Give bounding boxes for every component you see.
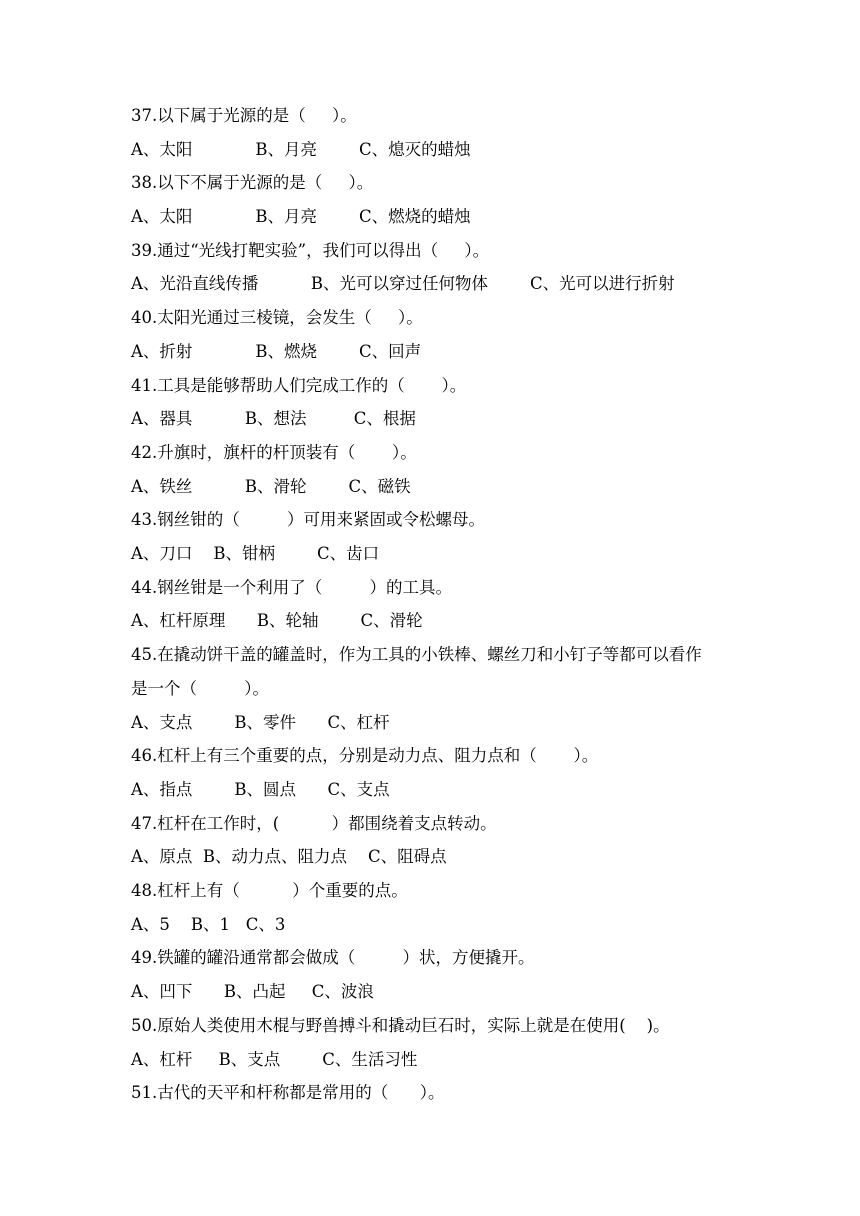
options-44: A、杠杆原理 B、轮轴 C、滑轮 [131, 611, 423, 630]
question-49: 49.铁罐的罐沿通常都会做成（ ）状，方便撬开。 [131, 948, 535, 967]
question-38: 38.以下不属于光源的是（ ）。 [131, 173, 374, 192]
question-40: 40.太阳光通过三棱镜，会发生（ ）。 [131, 308, 423, 327]
question-45-continued: 是一个（ ）。 [131, 679, 269, 698]
options-48: A、5 B、1 C、3 [131, 915, 286, 934]
question-45: 45.在撬动饼干盖的罐盖时，作为工具的小铁棒、螺丝刀和小钉子等都可以看作 [131, 645, 702, 664]
question-42: 42.升旗时，旗杆的杆顶装有（ ）。 [131, 443, 417, 462]
options-39: A、光沿直线传播 B、光可以穿过任何物体 C、光可以进行折射 [131, 274, 675, 293]
options-38: A、太阳 B、月亮 C、燃烧的蜡烛 [131, 207, 471, 226]
question-44: 44.钢丝钳是一个利用了（ ）的工具。 [131, 578, 452, 597]
options-47: A、原点 B、动力点、阻力点 C、阻碍点 [131, 847, 447, 866]
options-43: A、刀口 B、钳柄 C、齿口 [131, 544, 380, 563]
question-48: 48.杠杆上有（ ）个重要的点。 [131, 881, 408, 900]
question-41: 41.工具是能够帮助人们完成工作的（ ）。 [131, 376, 467, 395]
question-51: 51.古代的天平和杆称都是常用的（ ）。 [131, 1083, 445, 1102]
options-37: A、太阳 B、月亮 C、熄灭的蜡烛 [131, 140, 471, 159]
question-47: 47.杠杆在工作时，( ）都围绕着支点转动。 [131, 814, 497, 833]
options-41: A、器具 B、想法 C、根据 [131, 409, 416, 428]
question-46: 46.杠杆上有三个重要的点，分别是动力点、阻力点和（ ）。 [131, 746, 599, 765]
options-40: A、折射 B、燃烧 C、回声 [131, 342, 422, 361]
question-37: 37.以下属于光源的是（ ）。 [131, 106, 357, 125]
question-43: 43.钢丝钳的（ ）可用来紧固或令松螺母。 [131, 510, 485, 529]
options-46: A、指点 B、圆点 C、支点 [131, 780, 390, 799]
options-50: A、杠杆 B、支点 C、生活习性 [131, 1050, 418, 1069]
options-49: A、凹下 B、凸起 C、波浪 [131, 982, 374, 1001]
options-42: A、铁丝 B、滑轮 C、磁铁 [131, 477, 411, 496]
options-45: A、支点 B、零件 C、杠杆 [131, 713, 390, 732]
question-39: 39.通过“光线打靶实验”，我们可以得出（ ）。 [131, 241, 490, 260]
question-50: 50.原始人类使用木棍与野兽搏斗和撬动巨石时，实际上就是在使用( )。 [131, 1016, 670, 1035]
